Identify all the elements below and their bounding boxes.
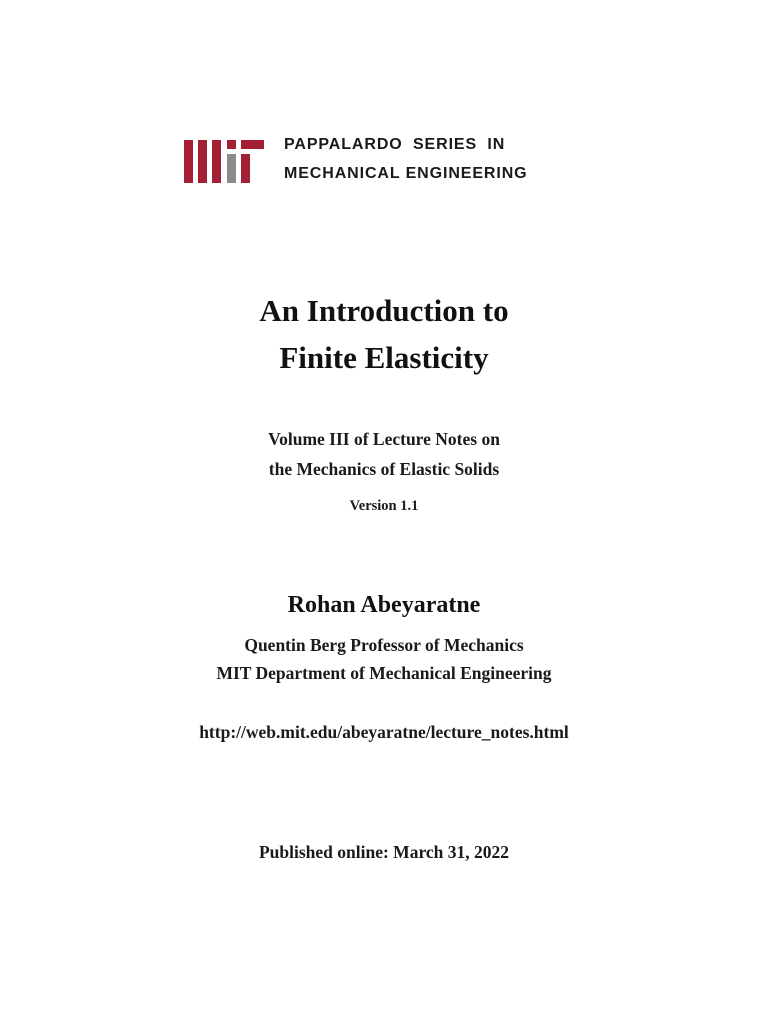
mit-logo-bar-5	[227, 154, 236, 183]
mit-logo-bar-1	[184, 140, 193, 183]
mit-logo-bar-4	[227, 140, 236, 149]
mit-logo-bar-3	[212, 140, 221, 183]
book-title-line-1: An Introduction to	[259, 293, 509, 328]
mit-logo-icon	[184, 140, 264, 183]
subtitle-line-2: the Mechanics of Elastic Solids	[268, 459, 500, 479]
author-department: MIT Department of Mechanical Engineering	[216, 663, 552, 683]
author-name: Rohan Abeyaratne	[287, 592, 481, 618]
subtitle-line-1: Volume III of Lecture Notes on	[268, 429, 500, 449]
publication-date: Published online: March 31, 2022	[258, 842, 510, 862]
mit-logo-bar-7	[241, 154, 250, 183]
series-name-line-1: PAPPALARDO SERIES IN	[284, 136, 506, 153]
series-name-line-2: MECHANICAL ENGINEERING	[284, 165, 528, 182]
lecture-notes-url: http://web.mit.edu/abeyaratne/lecture_notes.html	[199, 722, 569, 742]
book-title-line-2: Finite Elasticity	[279, 340, 489, 375]
version-label: Version 1.1	[349, 498, 419, 514]
author-position: Quentin Berg Professor of Mechanics	[244, 635, 524, 655]
mit-logo-bar-2	[198, 140, 207, 183]
mit-logo-bar-6	[241, 140, 264, 149]
